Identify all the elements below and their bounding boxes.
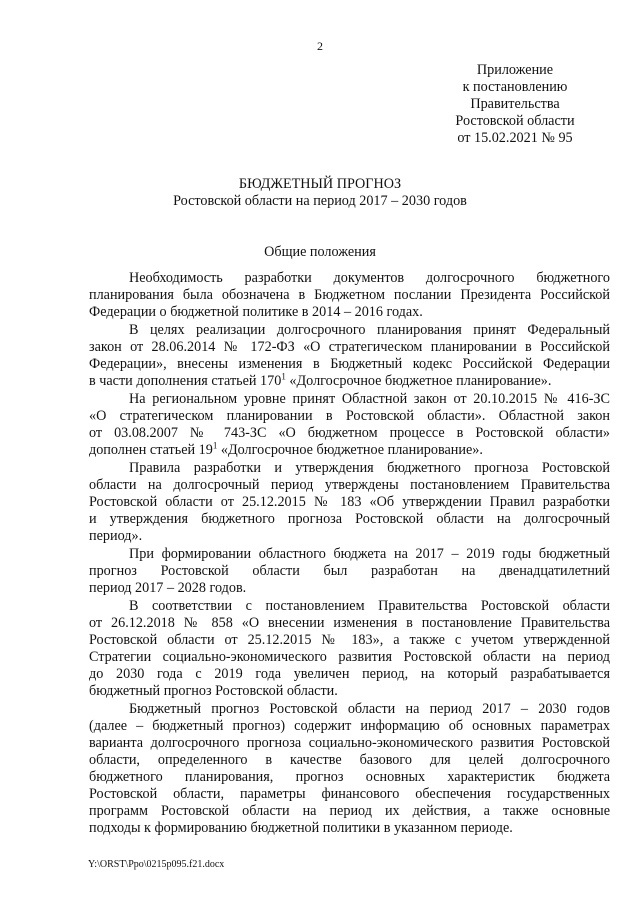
text-line: (далее – бюджетный прогноз) содержит информацию об основных параметрах: [89, 718, 610, 734]
paragraph: [89, 546, 610, 597]
paragraph: [89, 701, 610, 837]
text-line: бюджетный прогноз Ростовской области.: [89, 683, 338, 699]
section-heading: Общие положения: [264, 244, 376, 260]
subtitle-line: Ростовской области на период 2017 – 2030 годов: [173, 193, 467, 209]
text-line: Ростовской области, параметры финансового обеспечения государственных: [89, 786, 610, 802]
annex-line: Приложение: [476, 62, 554, 78]
text-line: и утверждения бюджетного прогноза Ростовской области на долгосрочный: [89, 511, 610, 527]
document-title: [0, 176, 640, 210]
text-line: подходы к формированию бюджетной политики в указанном периоде.: [89, 820, 513, 836]
annex-block: [430, 62, 600, 147]
annex-line: Правительства: [470, 96, 560, 112]
annex-line: к постановлению: [462, 79, 568, 95]
text-fragment: дополнен статьей 19: [89, 442, 213, 458]
text-line: до 2030 года с 2019 года увеличен период, на который разрабатывается: [89, 666, 610, 682]
annex-line: Ростовской области: [455, 113, 575, 129]
text-line: прогноз Ростовской области был разработан на двенадцатилетний: [89, 563, 610, 579]
text-line: период 2017 – 2028 годов.: [89, 580, 247, 596]
superscript: 1: [281, 371, 286, 382]
text-fragment: «Долгосрочное бюджетное планирование».: [220, 442, 483, 458]
text-line: «О стратегическом планировании в Ростовской области». Областной закон: [89, 408, 610, 424]
text-line: Необходимость разработки документов долгосрочного бюджетного: [129, 270, 610, 286]
text-fragment: в части дополнения статьей 170: [89, 373, 282, 389]
text-line: Бюджетный прогноз Ростовской области на период 2017 – 2030 годов: [129, 701, 610, 717]
text-fragment: «Долгосрочное бюджетное планирование».: [289, 373, 552, 389]
text-line: [89, 373, 610, 390]
text-line: области на долгосрочный период утверждены постановлением Правительства: [89, 477, 610, 493]
text-line: от 26.12.2018 № 858 «О внесении изменения в постановление Правительства: [89, 615, 610, 631]
text-line: бюджетного планирования, прогноз основных характеристик бюджета: [89, 769, 610, 785]
text-line: [89, 442, 610, 459]
text-line: В соответствии с постановлением Правительства Ростовской области: [129, 598, 610, 614]
superscript: 1: [212, 440, 218, 451]
text-line: планирования была обозначена в Бюджетном послании Президента Российской: [89, 287, 610, 303]
paragraph: [89, 270, 610, 321]
text-line: Ростовской области от 25.12.2015 № 183 «Об утверждении Правил разработки: [89, 494, 610, 510]
body-text: [89, 270, 610, 838]
page-number: 2: [317, 39, 323, 53]
text-line: области, определенного в качестве базового для целей долгосрочного: [89, 752, 610, 768]
text-line: Ростовской области от 25.12.2015 № 183», а также с учетом утвержденной: [89, 632, 610, 648]
annex-line: от 15.02.2021 № 95: [457, 130, 573, 146]
paragraph: [89, 322, 610, 390]
paragraph: [89, 598, 610, 700]
text-line: В целях реализации долгосрочного планирования принят Федеральный: [129, 322, 610, 338]
text-line: Правила разработки и утверждения бюджетного прогноза Ростовской: [129, 460, 610, 476]
title-line: БЮДЖЕТНЫЙ ПРОГНОЗ: [238, 176, 402, 192]
text-line: На региональном уровне принят Областной закон от 20.10.2015 № 416-ЗС: [129, 391, 610, 407]
text-line: Федерации о бюджетной политике в 2014 – 2016 годах.: [89, 304, 423, 320]
text-line: Стратегии социально-экономического развития Ростовской области на период: [89, 649, 610, 665]
paragraph: [89, 460, 610, 545]
text-line: варианта долгосрочного прогноза социально-экономического развития Ростовской: [89, 735, 610, 751]
text-line: При формировании областного бюджета на 2017 – 2019 годы бюджетный: [129, 546, 610, 562]
text-line: период».: [89, 528, 143, 544]
text-line: Федерации», внесены изменения в Бюджетный кодекс Российской Федерации: [89, 356, 610, 372]
text-line: закон от 28.06.2014 № 172-ФЗ «О стратегическом планировании в Российской: [89, 339, 610, 355]
text-line: от 03.08.2007 № 743-ЗС «О бюджетном процессе в Ростовской области»: [89, 425, 610, 441]
paragraph: [89, 391, 610, 459]
text-line: программ Ростовской области на период их действия, а также основные: [89, 803, 610, 819]
footer-file-path: Y:\ORST\Ppo\0215p095.f21.docx: [88, 859, 225, 870]
